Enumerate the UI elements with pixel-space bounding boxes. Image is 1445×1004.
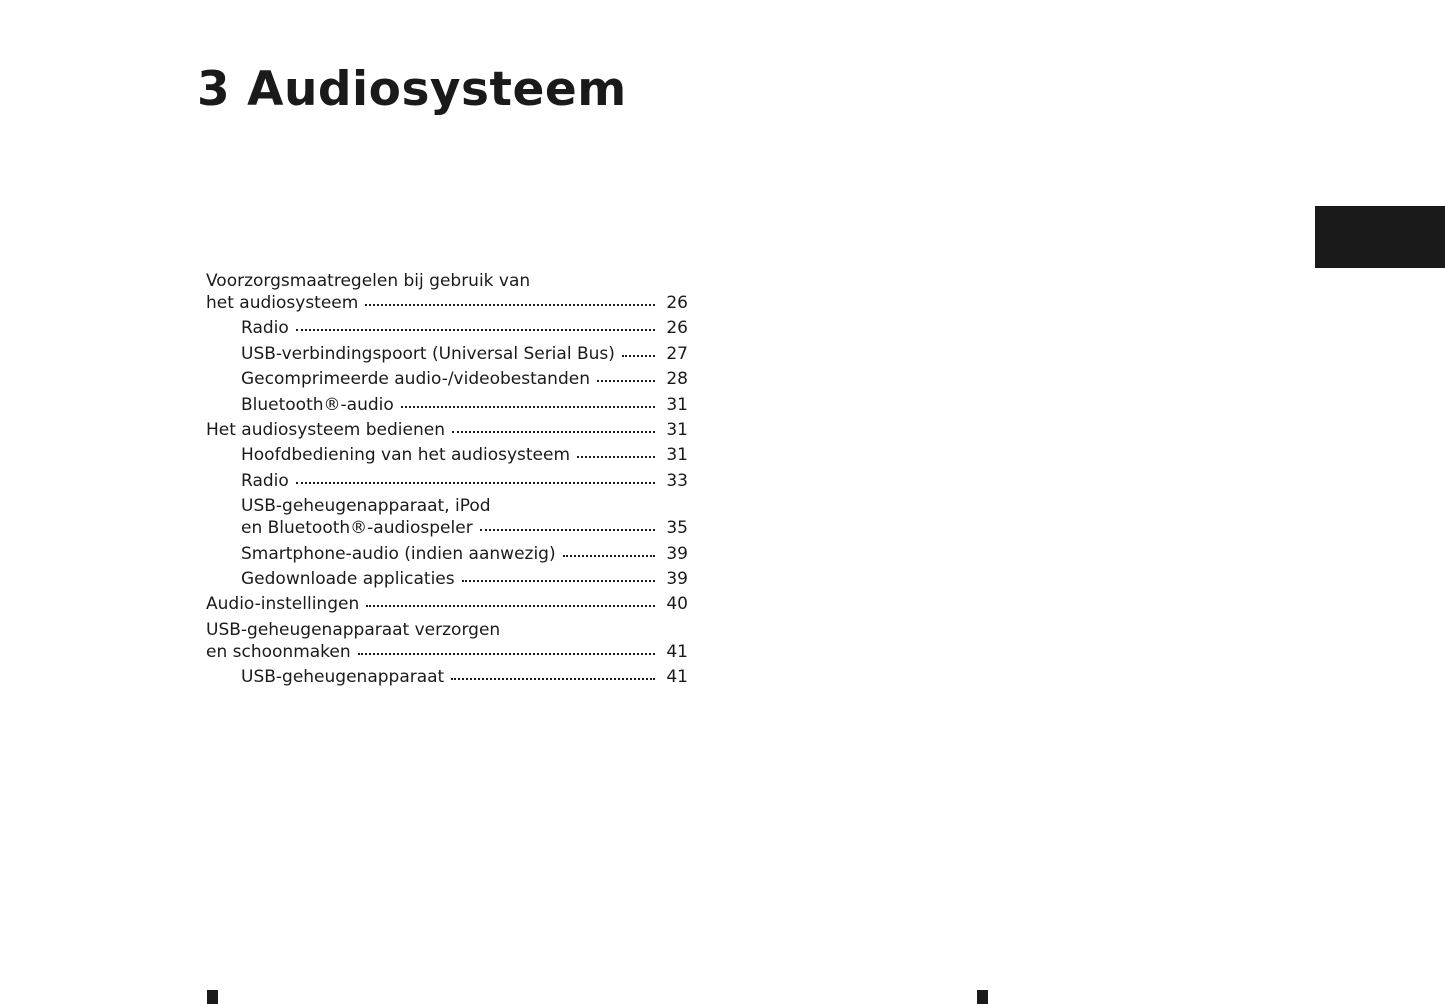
crop-mark-right [977,990,988,1004]
toc-entry-usb-care[interactable] [206,619,688,663]
toc-entry-precautions[interactable] [206,270,688,314]
toc-entry-radio-precautions[interactable] [206,317,688,339]
toc-entry-label: Hoofdbediening van het audiosysteem [241,445,571,466]
toc-page-number: 26 [666,293,688,313]
toc-entry-label: Gecomprimeerde audio-/videobestanden [241,369,590,390]
toc-page-number: 40 [666,594,688,615]
toc-page-number: 27 [666,343,688,364]
toc-page-number: 35 [666,518,688,539]
dot-leader [480,529,655,531]
dot-leader [358,653,655,655]
toc-entry-label: en Bluetooth®-audiospeler [241,518,473,539]
toc-page-number: 39 [666,543,688,564]
dot-leader [365,304,655,306]
toc-entry-label: Audio-instellingen [206,594,360,615]
toc-entry-compressed-files[interactable] [206,368,688,390]
toc-page-number: 33 [666,470,688,491]
toc-entry-label: USB-verbindingspoort (Universal Serial Bus) [241,343,615,364]
toc-entry-label: het audiosysteem [206,293,359,313]
dot-leader [462,580,655,582]
toc-entry-label: Radio [241,318,289,339]
dot-leader [296,329,655,331]
chapter-title: 3 Audiosysteem [197,62,627,117]
toc-entry-label: Radio [241,470,289,491]
dot-leader [577,456,655,458]
toc-page-number: 31 [666,394,688,415]
toc-entry-usb-device[interactable] [206,666,688,688]
dot-leader [563,555,655,557]
toc-entry-label: Het audiosysteem bedienen [206,419,445,440]
toc-page-number: 28 [666,369,688,390]
toc-page-number: 31 [666,419,688,440]
toc-entry-label: en schoonmaken [206,641,351,662]
toc-page-number: 26 [666,318,688,339]
toc-entry-label: Smartphone-audio (indien aanwezig) [241,543,556,564]
toc-entry-audio-settings[interactable] [206,593,688,615]
toc-page-number: 41 [666,667,688,688]
toc-entry-main-controls[interactable] [206,444,688,466]
toc-page-number: 41 [666,641,688,662]
toc-entry-first-line: USB-geheugenapparaat verzorgen [206,619,501,640]
toc-entry-label: Gedownloade applicaties [241,568,455,589]
toc-entry-radio[interactable] [206,470,688,492]
toc-entry-label: Bluetooth®-audio [241,394,394,415]
toc-entry-usb-ipod-bluetooth[interactable] [206,495,688,539]
toc-entry-first-line: USB-geheugenapparaat, iPod [241,496,491,517]
toc-entry-smartphone-audio[interactable] [206,543,688,565]
crop-mark-left [207,990,218,1004]
dot-leader [622,355,655,357]
toc-page-number: 31 [666,445,688,466]
dot-leader [451,678,655,680]
dot-leader [366,605,655,607]
toc-page-number: 39 [666,568,688,589]
toc-entry-usb-port[interactable] [206,343,688,365]
chapter-thumb-tab [1315,206,1445,268]
table-of-contents [206,270,688,691]
toc-entry-downloaded-apps[interactable] [206,568,688,590]
toc-entry-label: USB-geheugenapparaat [241,667,445,688]
dot-leader [452,431,655,433]
toc-entry-bluetooth-audio[interactable] [206,394,688,416]
dot-leader [296,482,655,484]
dot-leader [401,406,655,408]
toc-entry-operate-audio[interactable] [206,419,688,441]
toc-entry-first-line: Voorzorgsmaatregelen bij gebruik van [206,271,531,291]
dot-leader [597,380,655,382]
